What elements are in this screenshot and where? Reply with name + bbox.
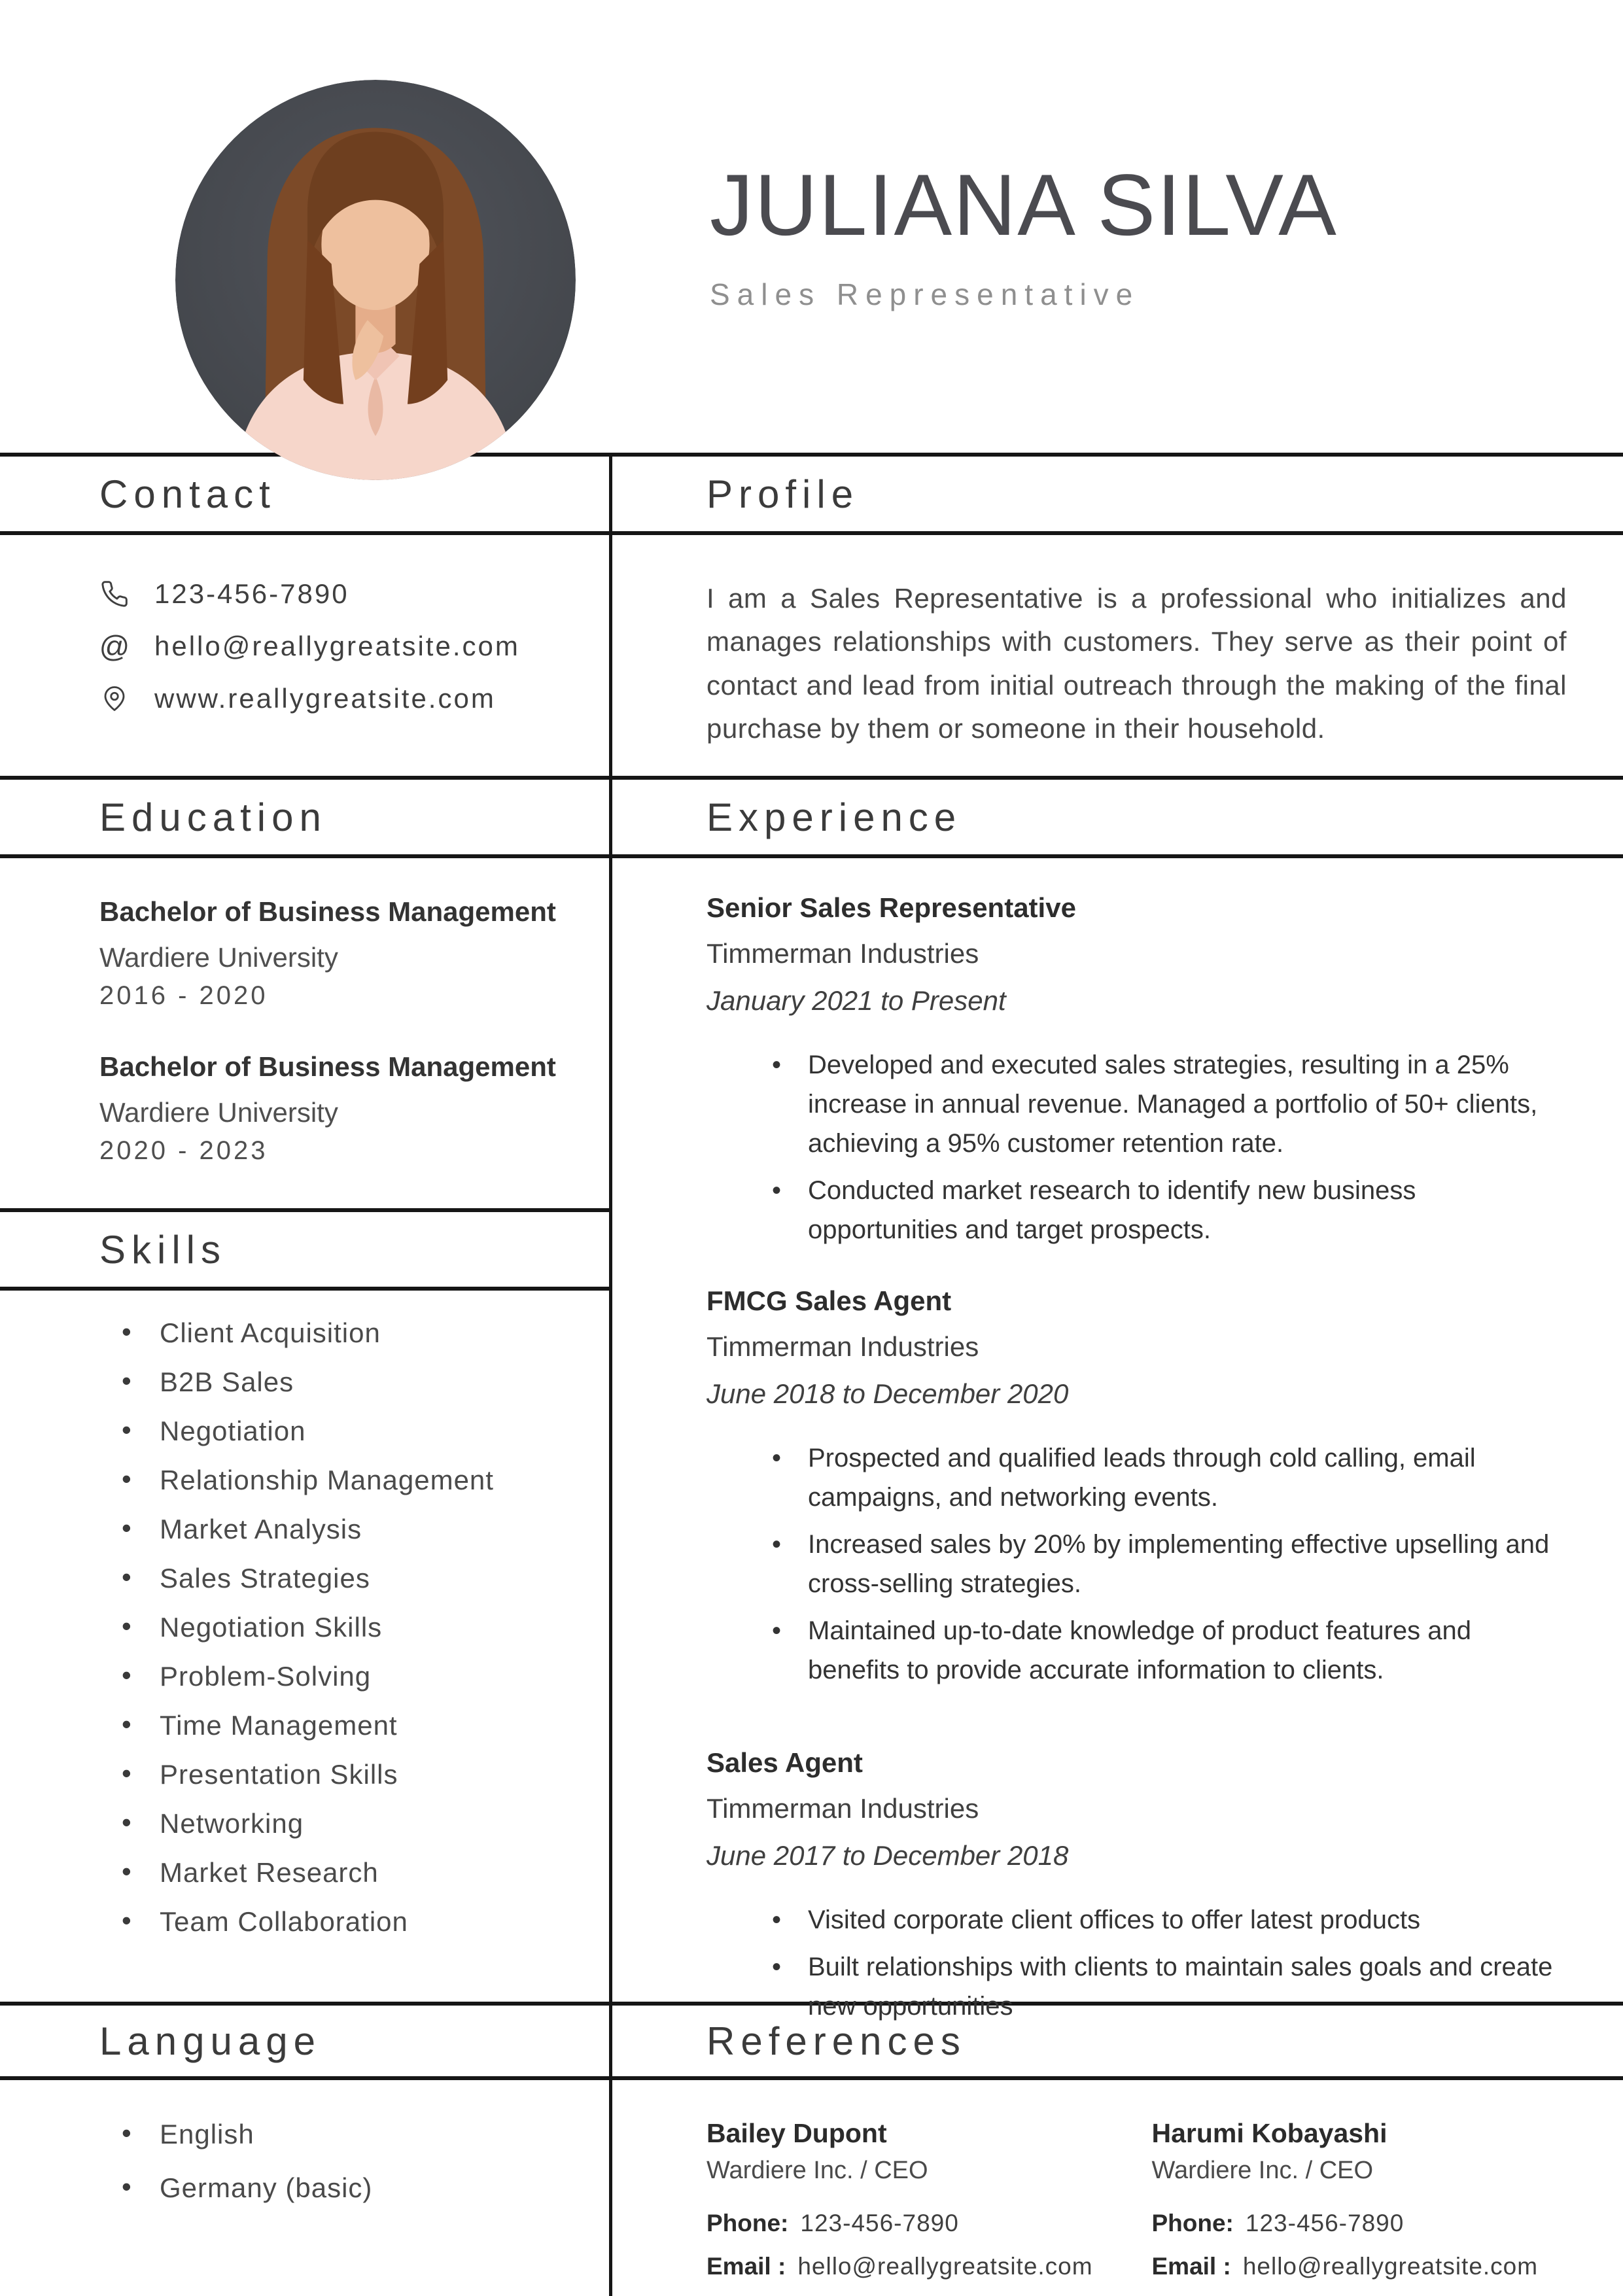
job-dates: June 2017 to December 2018 — [707, 1840, 1069, 1871]
band-contact-profile — [0, 453, 1623, 535]
at-icon: @ — [99, 629, 130, 663]
contact-heading: Contact — [99, 472, 276, 516]
education-experience-row — [0, 858, 1623, 1244]
job-block — [707, 892, 1567, 1249]
contact-phone-text: 123-456-7890 — [154, 578, 349, 609]
reference-phone-row — [1152, 2210, 1571, 2237]
list-item: • Conducted market research to identify new business opportunities and target prospects. — [772, 1171, 1567, 1249]
references-grid — [612, 2080, 1623, 2280]
email-value: hello@reallygreatsite.com — [1242, 2253, 1539, 2280]
location-icon — [99, 684, 130, 714]
list-item: • Developed and executed sales strategies, resulting in a 25% increase in annual revenue. Managed a portfolio of 50+ clients, achieving a 95% customer retention rate. — [772, 1045, 1567, 1163]
education-list — [0, 858, 609, 1166]
language-references-row — [0, 2080, 1623, 2296]
reference-email-row — [1152, 2253, 1571, 2280]
list-item: • Relationship Management — [122, 1467, 596, 1494]
list-item: • Client Acquisition — [122, 1319, 596, 1347]
skills-list — [0, 1291, 609, 1936]
contact-cell — [0, 535, 612, 776]
phone-value: 123-456-7890 — [1245, 2210, 1405, 2236]
language-list — [0, 2080, 609, 2202]
contact-item-email — [99, 631, 583, 662]
contact-email-text: hello@reallygreatsite.com — [154, 631, 520, 661]
contact-profile-row — [0, 535, 1623, 776]
language-cell — [0, 2080, 612, 2296]
job-dates: January 2021 to Present — [707, 985, 1006, 1016]
profile-cell — [612, 535, 1623, 776]
contact-website-text: www.reallygreatsite.com — [154, 683, 496, 714]
profile-heading-cell — [612, 457, 1623, 531]
list-item: • Germany (basic) — [122, 2174, 596, 2202]
education-heading-cell — [0, 780, 612, 854]
experience-cell — [612, 858, 1623, 1244]
job-title-subtitle: Sales Representative — [710, 277, 1140, 311]
list-item: • Market Analysis — [122, 1516, 596, 1543]
education-heading: Education — [99, 795, 327, 839]
list-item: • Increased sales by 20% by implementing effective upselling and cross-selling strategies. — [772, 1525, 1567, 1603]
list-item: • Sales Strategies — [122, 1565, 596, 1592]
list-item: • Negotiation — [122, 1418, 596, 1445]
list-item: • Negotiation Skills — [122, 1614, 596, 1641]
name-block — [710, 157, 1338, 311]
list-item: • Time Management — [122, 1712, 596, 1739]
reference-name: Bailey Dupont — [707, 2118, 887, 2148]
education-entry — [99, 896, 589, 1011]
references-heading: References — [707, 2019, 966, 2063]
language-heading-cell — [0, 2006, 612, 2076]
job-title: FMCG Sales Agent — [707, 1285, 952, 1316]
school-name: Wardiere University — [99, 1097, 338, 1128]
contact-item-phone — [99, 578, 583, 610]
list-item: • Networking — [122, 1810, 596, 1837]
phone-label: Phone: — [707, 2210, 789, 2236]
job-bullet-list — [707, 1438, 1567, 1690]
job-company: Timmerman Industries — [707, 1331, 979, 1362]
profile-paragraph: I am a Sales Representative is a professional who initializes and manages relationships with customers. They serve as their point of contact and lead from initial outreach through the making of the final purchase by them or someone in their household. — [707, 583, 1567, 744]
job-block — [707, 1747, 1567, 2026]
experience-job-1 — [612, 858, 1623, 1249]
contact-item-website — [99, 683, 583, 714]
profile-heading: Profile — [707, 472, 860, 516]
list-item: • Problem-Solving — [122, 1663, 596, 1690]
list-item: • Visited corporate client offices to offer latest products — [772, 1900, 1567, 1939]
band-education-experience — [0, 776, 1623, 858]
job-dates: June 2018 to December 2020 — [707, 1378, 1069, 1409]
job-block — [707, 1285, 1567, 1690]
degree-title: Bachelor of Business Management — [99, 896, 556, 927]
list-item: • Built relationships with clients to maintain sales goals and create new opportunities — [772, 1947, 1567, 2026]
phone-label: Phone: — [1151, 2210, 1234, 2236]
phone-value: 123-456-7890 — [800, 2210, 959, 2236]
reference-org: Wardiere Inc. / CEO — [707, 2157, 928, 2184]
page-title: JULIANA SILVA — [710, 157, 1338, 254]
reference-org: Wardiere Inc. / CEO — [1151, 2157, 1374, 2184]
reference-phone-row — [707, 2210, 1126, 2237]
experience-jobs-2-3 — [612, 1208, 1623, 2026]
experience-heading: Experience — [707, 795, 962, 839]
list-item: • Team Collaboration — [122, 1908, 596, 1936]
skills-heading: Skills — [99, 1227, 227, 1272]
job-title: Sales Agent — [707, 1747, 863, 1778]
school-name: Wardiere University — [99, 942, 338, 973]
reference-person — [707, 2118, 1126, 2280]
email-label: Email : — [1151, 2253, 1231, 2280]
job-bullet-list — [707, 1900, 1567, 2026]
education-cell — [0, 858, 612, 1208]
portrait-illustration — [175, 80, 576, 480]
education-years: 2020 - 2023 — [99, 1136, 268, 1165]
job-bullet-list — [707, 1045, 1567, 1249]
job-company: Timmerman Industries — [707, 938, 979, 969]
band-skills — [0, 1208, 609, 1291]
list-item: • Market Research — [122, 1859, 596, 1887]
job-company: Timmerman Industries — [707, 1793, 979, 1824]
list-item: • Maintained up-to-date knowledge of product features and benefits to provide accurate information to clients. — [772, 1611, 1567, 1690]
reference-name: Harumi Kobayashi — [1151, 2118, 1387, 2148]
email-label: Email : — [707, 2253, 786, 2280]
job-title: Senior Sales Representative — [707, 892, 1076, 923]
references-cell — [612, 2080, 1623, 2296]
list-item: • Prospected and qualified leads through cold calling, email campaigns, and networking events. — [772, 1438, 1567, 1517]
skills-experience-row — [0, 1208, 1623, 2021]
list-item: • B2B Sales — [122, 1368, 596, 1396]
reference-email-row — [707, 2253, 1126, 2280]
education-years: 2016 - 2020 — [99, 981, 268, 1010]
profile-photo — [175, 80, 576, 480]
skills-cell — [0, 1208, 612, 2002]
header — [0, 0, 1623, 453]
email-value: hello@reallygreatsite.com — [797, 2253, 1093, 2280]
experience-continued-cell — [612, 1208, 1623, 2021]
reference-person — [1152, 2118, 1571, 2280]
list-item: • English — [122, 2121, 596, 2148]
education-entry — [99, 1051, 589, 1166]
phone-icon — [99, 579, 130, 609]
list-item: • Presentation Skills — [122, 1761, 596, 1788]
language-heading: Language — [99, 2019, 321, 2063]
contact-list — [0, 535, 609, 714]
degree-title: Bachelor of Business Management — [99, 1051, 556, 1082]
experience-heading-cell — [612, 780, 1623, 854]
